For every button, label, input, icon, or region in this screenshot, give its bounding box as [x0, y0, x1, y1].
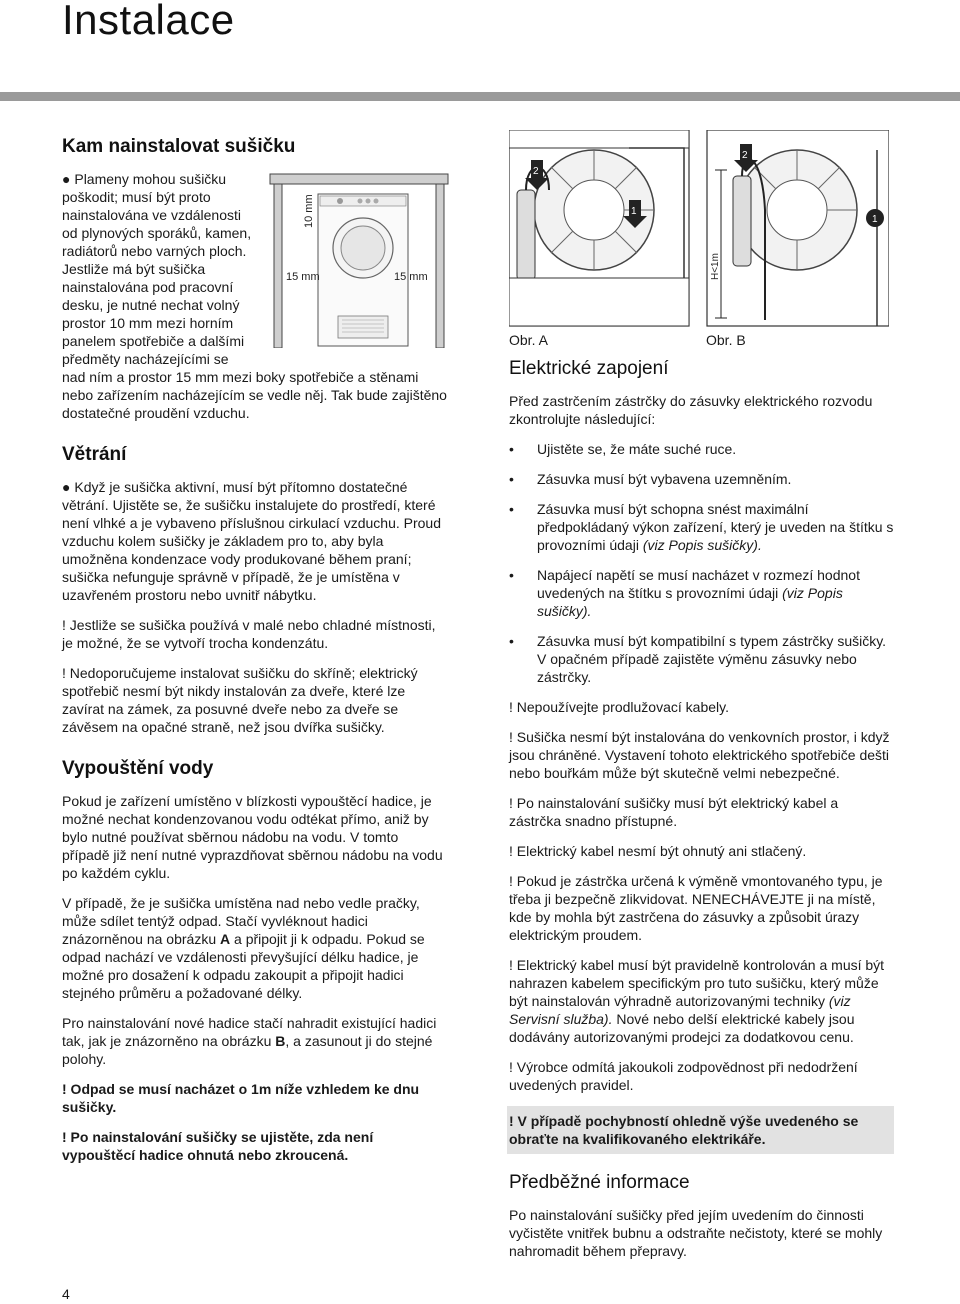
electrical-note-7: ! Výrobce odmítá jakoukoli zodpovědnost při nedodržení uvedených pravidel. [509, 1059, 858, 1093]
caption-figure-a: Obr. A [509, 332, 548, 348]
electrical-note-4: ! Elektrický kabel nesmí být ohnutý ani stlačený. [509, 843, 807, 859]
header-rule [0, 92, 960, 101]
electrical-check-item: • Napájecí napětí se musí nacházet v rozmezí hodnot uvedených na štítku s provozními údaji (viz Popis sušičky). [509, 567, 860, 619]
drain-paragraph-1: Pokud je zařízení umístěno v blízkosti vypouštěcí hadice, je možné nechat kondenzovanou vodu odtékat přímo, aniž by bylo nutné používat sběrnou nádobu na vodu. V tomto případě již není nutné vyprazdňovat sběrnou nádobu na vodu po každém cyklu. [62, 793, 443, 881]
electrical-check-item: • Zásuvka musí být vybavena uzemněním. [509, 471, 792, 487]
ventilation-note-2: ! Nedoporučujeme instalovat sušičku do skříně; elektrický spotřebič nesmí být nikdy instalován za dveře, které lze zavírat na zámek, za posuvné dveře nebo za dveře se závěsem na opačné straně, než jsou dvířka sušičky. [62, 665, 418, 735]
installation-clearance-figure [260, 170, 456, 348]
page-title: Instalace [62, 0, 235, 43]
ventilation-note-1: ! Jestliže se sušička používá v malé nebo chladné místnosti, je možné, že se vytvoří trocha kondenzátu. [62, 617, 436, 651]
right-column [509, 358, 894, 1272]
drain-paragraph-3: Pro nainstalování nové hadice stačí nahradit existující hadici tak, jak je znázorněno na obrázku B, a zasunout ji do stejné polohy. [62, 1015, 437, 1067]
fig-a-marker-2: 2 [533, 166, 539, 177]
figure-b [707, 130, 889, 326]
electrical-note-3: ! Po nainstalování sušičky musí být elektrický kabel a zástrčka snadno přístupné. [509, 795, 839, 829]
electrical-check-item: • Zásuvka musí být schopna snést maximální předpokládaný výkon zařízení, který je uveden na štítku s provozními údaji (viz Popis sušičky). [509, 501, 894, 553]
ventilation-paragraph: ● Když je sušička aktivní, musí být přítomno dostatečné větrání. Ujistěte se, že sušičku instalujete do prostředí, které není vlhké a je vybaveno příslušnou cirkulací vzduchu. Proud vzduchu kolem sušičky je základem pro to, aby byla umožněna kondenzace vody produkované během praní; sušička nefunguje správně v případě, že je umístěna v uzavřeném prostoru nebo uvnitř nábytku. [62, 479, 441, 603]
electrical-note-2: ! Sušička nesmí být instalována do venkovních prostor, i když jsou chráněné. Vystavení tohoto elektrického spotřebiče dešti nebo bouřkám může být skutečně velmi nebezpečné. [509, 729, 890, 781]
drain-paragraph-2: V případě, že je sušička umístěna nad nebo vedle pračky, může sdílet tentýž odpad. Stačí vyvléknout hadici znázorněnou na obrázku A a připojit ji k odpadu. Pokud se odpad nachází ve vzdálenosti převyšující délku hadice, je možné pro dosažení k odpadu zakoupit a připojit hadici stejného průměru a požadované délky. [62, 895, 425, 1001]
where-paragraph: ● Plameny mohou sušičku poškodit; musí být proto nainstalována ve vzdálenosti od plynových sporáků, kamen, radiátorů nebo varných ploch. Jestliže má být sušička nainstalována pod pracovní desku, je nutné nechat volný prostor 10 mm mezi horním panelem spotřebiče a dalšími předměty nacházejícími se nad ním a prostor 15 mm mezi boky spotřebiče a stěnami nebo zařízením nacházejícím se vedle něj. Tak bude zajištěno dostatečné proudění vzduchu. [62, 171, 447, 421]
electrical-note-5: ! Pokud je zástrčka určená k výměně vmontovaného typu, je třeba ji bezpečně zlikvidovat. NENECHÁVEJTE ji na místě, kde by mohla být zastrčena do zásuvky a způsobit úrazy elektrickým proudem. [509, 873, 883, 943]
fig-a-marker-1: 1 [631, 206, 637, 217]
caption-figure-b: Obr. B [706, 332, 746, 348]
heading-electrical: Elektrické zapojení [509, 358, 669, 379]
figure-a [509, 130, 689, 326]
left-column [62, 136, 448, 1176]
electrical-check-item: • Ujistěte se, že máte suché ruce. [509, 441, 737, 457]
clearance-left-label: 15 mm [286, 271, 320, 283]
clearance-top-label: 10 mm [303, 194, 315, 228]
drain-hose-figures [509, 130, 889, 330]
fig-b-marker-2: 2 [742, 150, 748, 161]
heading-ventilation: Větrání [62, 444, 127, 465]
clearance-right-label: 15 mm [394, 271, 428, 283]
heading-preliminary-info: Předběžné informace [509, 1172, 690, 1193]
electrician-notice: ! V případě pochybností ohledně výše uvedeného se obraťte na kvalifikovaného elektrikáře. [507, 1106, 894, 1154]
electrical-check-item: • Zásuvka musí být kompatibilní s typem zástrčky sušičky. V opačném případě zajistěte výměnu zásuvky nebo zástrčky. [509, 633, 887, 685]
page-number: 4 [62, 1286, 70, 1302]
fig-b-height-label: H<1m [710, 253, 721, 280]
drain-warning-2: ! Po nainstalování sušičky se ujistěte, zda není vypouštěcí hadice ohnutá nebo zkroucená. [62, 1129, 374, 1163]
electrical-note-1: ! Nepoužívejte prodlužovací kabely. [509, 699, 729, 715]
heading-drain: Vypouštění vody [62, 758, 214, 779]
preliminary-paragraph: Po nainstalování sušičky před jejím uvedením do činnosti vyčistěte vnitřek bubnu a odstraňte nečistoty, které se mohly nahromadit během přepravy. [509, 1207, 883, 1259]
heading-where-to-install: Kam nainstalovat sušičku [62, 136, 296, 157]
drain-warning-1: ! Odpad se musí nacházet o 1m níže vzhledem ke dnu sušičky. [62, 1081, 420, 1115]
electrical-intro: Před zastrčením zástrčky do zásuvky elektrického rozvodu zkontrolujte následující: [509, 393, 873, 427]
electrical-note-6: ! Elektrický kabel musí být pravidelně kontrolován a musí být nahrazen kabelem specifickým pro tuto sušičku, který může být nainstalován výhradně autorizovanými techniky (viz Servisní služba). Nové nebo delší elektrické kabely jsou dodávány autorizovanými prodejci za dodatkovou cenu. [509, 957, 885, 1045]
fig-b-marker-1: 1 [872, 214, 878, 225]
